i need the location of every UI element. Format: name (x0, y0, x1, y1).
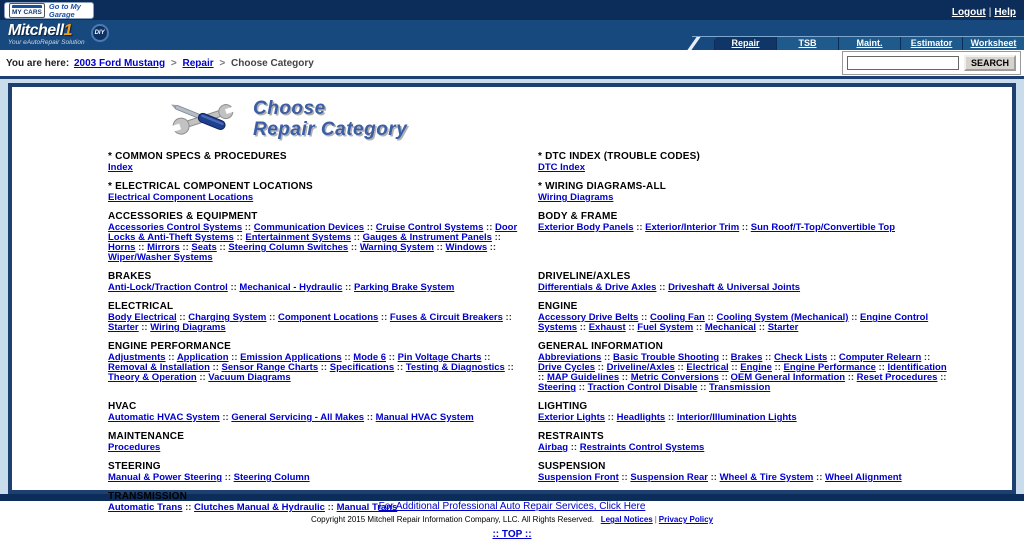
breadcrumb-separator: > (170, 57, 177, 69)
category-link[interactable]: Drive Cycles (538, 362, 596, 373)
category-link[interactable]: Testing & Diagnostics (405, 362, 505, 373)
link-separator: :: (739, 222, 751, 233)
page-title (253, 98, 407, 140)
category-links (538, 223, 948, 233)
category-cell-left (108, 301, 538, 333)
category-link[interactable]: Application (176, 352, 229, 363)
category-link[interactable]: Accessory Drive Belts (538, 312, 639, 323)
category-links (538, 283, 948, 293)
session-links (952, 0, 1024, 20)
category-cell-right (538, 431, 968, 453)
category-cell-right (538, 461, 968, 483)
category-link[interactable]: Driveline/Axles (606, 362, 675, 373)
link-separator: :: (693, 322, 705, 333)
category-heading: TRANSMISSION (108, 491, 188, 502)
link-separator: :: (875, 362, 888, 373)
category-link[interactable]: Manual & Power Steering (108, 472, 223, 483)
link-separator: :: (619, 372, 631, 383)
category-link[interactable]: Anti-Lock/Traction Control (108, 282, 228, 293)
link-separator: :: (179, 242, 192, 253)
category-links (108, 163, 518, 173)
tab-estimator[interactable]: Estimator (900, 37, 962, 50)
category-link[interactable]: Electrical (686, 362, 729, 373)
category-heading: * COMMON SPECS & PROCEDURES (108, 151, 287, 162)
link-separator: :: (638, 312, 650, 323)
category-link[interactable]: Exhaust (588, 322, 626, 333)
category-link[interactable]: Cruise Control Systems (375, 222, 484, 233)
breadcrumb-repair-link[interactable]: Repair (182, 57, 214, 69)
link-separator: :: (568, 442, 580, 453)
link-separator: :: (487, 242, 497, 253)
category-cell-left (108, 461, 538, 483)
category-link[interactable]: OEM General Information (730, 372, 846, 383)
link-separator: :: (481, 352, 491, 363)
search-box (842, 51, 1021, 75)
search-input[interactable] (847, 56, 959, 70)
category-links (538, 163, 948, 173)
category-link[interactable]: Mode 6 (353, 352, 387, 363)
link-separator: :: (364, 222, 376, 233)
category-heading: ENGINE (538, 301, 578, 312)
legal-notices-link[interactable]: Legal Notices (600, 515, 653, 524)
category-heading: * WIRING DIAGRAMS-ALL (538, 181, 667, 192)
category-link[interactable]: Emission Applications (240, 352, 342, 363)
category-links (108, 473, 518, 483)
category-link[interactable]: Abbreviations (538, 352, 602, 363)
category-heading: ENGINE PERFORMANCE (108, 341, 232, 352)
link-separator: :: (618, 472, 631, 483)
category-row (108, 301, 988, 333)
category-link[interactable]: Index (108, 162, 133, 173)
category-link[interactable]: Warning System (359, 242, 434, 253)
category-link[interactable]: Reset Procedures (856, 372, 938, 383)
category-links (538, 193, 948, 203)
link-separator: :: (504, 362, 514, 373)
category-link[interactable]: Starter (108, 322, 139, 333)
category-link[interactable]: Transmission (709, 382, 771, 393)
search-button[interactable]: SEARCH (964, 55, 1016, 71)
category-link[interactable]: Fuses & Circuit Breakers (389, 312, 503, 323)
category-link[interactable]: Headlights (616, 412, 666, 423)
category-row (108, 341, 988, 393)
category-link[interactable]: Identification (887, 362, 947, 373)
category-link[interactable]: Mechanical - Hydraulic (239, 282, 343, 293)
link-separator: :: (771, 362, 784, 373)
tab-repair[interactable]: Repair (714, 37, 776, 50)
category-table (108, 151, 988, 513)
category-link[interactable]: Driveshaft & Universal Joints (668, 282, 801, 293)
link-separator: :: (233, 232, 246, 243)
category-links (108, 223, 518, 263)
link-separator: :: (656, 282, 669, 293)
category-link[interactable]: Manual Trans (336, 502, 398, 513)
link-separator: :: (222, 472, 234, 483)
category-link[interactable]: Horns (108, 242, 136, 253)
footer-divider: | (654, 515, 657, 524)
link-separator: :: (491, 232, 501, 243)
category-link[interactable]: Parking Brake System (353, 282, 455, 293)
link-separator: :: (601, 352, 613, 363)
category-cell-right (538, 271, 968, 293)
breadcrumb-strip (0, 50, 1024, 76)
link-separator: :: (228, 352, 241, 363)
link-separator: :: (625, 322, 638, 333)
professional-services-link[interactable]: For Additional Professional Auto Repair Services, Click Here (378, 501, 646, 512)
category-link[interactable]: Sun Roof/T-Top/Convertible Top (750, 222, 896, 233)
link-separator: :: (813, 472, 825, 483)
link-separator: :: (704, 312, 717, 323)
link-separator: :: (341, 352, 354, 363)
category-heading: RESTRAINTS (538, 431, 604, 442)
category-heading: ELECTRICAL (108, 301, 174, 312)
link-separator: :: (728, 362, 741, 373)
page-background (0, 79, 1024, 540)
copyright-line (0, 515, 1024, 524)
page-title-block (167, 93, 1012, 145)
category-link[interactable]: Airbag (538, 442, 569, 453)
category-link[interactable]: Suspension Rear (630, 472, 708, 483)
category-link[interactable]: Entertainment Systems (245, 232, 352, 243)
category-link[interactable]: Engine Control Systems (538, 312, 929, 333)
link-separator: :: (378, 312, 390, 323)
link-separator: :: (227, 282, 240, 293)
category-links (538, 473, 948, 483)
link-separator: :: (351, 232, 363, 243)
category-cell-left (108, 151, 538, 173)
category-row (108, 431, 988, 453)
category-links (108, 313, 518, 333)
link-separator: :: (216, 242, 229, 253)
crossed-tools-icon (167, 95, 239, 143)
category-heading: GENERAL INFORMATION (538, 341, 664, 352)
link-separator: :: (364, 412, 376, 423)
logout-link[interactable]: Logout (951, 7, 986, 18)
link-separator: :: (165, 352, 177, 363)
category-link[interactable]: Engine Performance (783, 362, 876, 373)
category-link[interactable]: Specifications (329, 362, 395, 373)
link-separator: :: (762, 352, 774, 363)
category-row (108, 151, 988, 173)
category-link[interactable]: Fuel System (637, 322, 694, 333)
category-link[interactable]: Exterior Body Panels (538, 222, 634, 233)
category-link[interactable]: Restraints Control Systems (579, 442, 705, 453)
category-row (108, 181, 988, 203)
category-cell-left (108, 211, 538, 263)
tab-maint[interactable]: Maint. (838, 37, 900, 50)
category-links (538, 443, 948, 453)
link-separator: :: (538, 372, 547, 383)
link-separator: :: (707, 472, 720, 483)
category-link[interactable]: Starter (767, 322, 799, 333)
category-link[interactable]: Clutches Manual & Hydraulic (194, 502, 325, 513)
mitchell1-logo[interactable] (8, 23, 109, 46)
link-separator: :: (209, 362, 222, 373)
link-divider: | (988, 7, 992, 18)
category-link[interactable]: Wiring Diagrams (538, 192, 614, 203)
category-link[interactable]: Mechanical (704, 322, 757, 333)
category-link[interactable]: Brakes (730, 352, 763, 363)
link-separator: :: (937, 372, 947, 383)
category-heading: BODY & FRAME (538, 211, 618, 222)
brand-one: 1 (63, 22, 72, 39)
category-link[interactable]: Automatic Trans (108, 502, 183, 513)
breadcrumb-current: Choose Category (231, 57, 314, 69)
category-heading: * DTC INDEX (TROUBLE CODES) (538, 151, 701, 162)
category-heading: BRAKES (108, 271, 152, 282)
category-link[interactable]: Mirrors (147, 242, 180, 253)
nav-tabs (692, 36, 1024, 50)
link-separator: :: (219, 412, 232, 423)
brand-tagline: Your eAutoRepair Solution (8, 39, 85, 46)
link-separator: :: (697, 382, 710, 393)
privacy-policy-link[interactable]: Privacy Policy (658, 515, 714, 524)
category-heading: SUSPENSION (538, 461, 606, 472)
link-separator: :: (633, 222, 646, 233)
category-link[interactable]: Accessories Control Systems (108, 222, 243, 233)
category-link[interactable]: Theory & Operation (108, 372, 197, 383)
link-separator: :: (433, 242, 446, 253)
link-separator: :: (242, 222, 254, 233)
go-to-garage-label: Go to My Garage (48, 1, 81, 19)
category-heading: STEERING (108, 461, 161, 472)
category-heading: HVAC (108, 401, 137, 412)
category-links (538, 413, 948, 423)
category-link[interactable]: Exterior/Interior Trim (645, 222, 740, 233)
category-heading: DRIVELINE/AXLES (538, 271, 631, 282)
link-separator: :: (921, 352, 931, 363)
category-link[interactable]: Traction Control Disable (587, 382, 698, 393)
link-separator: :: (135, 242, 148, 253)
link-separator: :: (502, 312, 512, 323)
link-separator: :: (196, 372, 209, 383)
link-separator: :: (577, 322, 589, 333)
category-row (108, 211, 988, 263)
link-separator: :: (324, 502, 337, 513)
back-to-top-link[interactable]: :: TOP :: (492, 529, 532, 540)
link-separator: :: (386, 352, 398, 363)
category-link[interactable]: Interior/Illumination Lights (676, 412, 797, 423)
category-cell-left (108, 401, 538, 423)
category-heading: * ELECTRICAL COMPONENT LOCATIONS (108, 181, 313, 192)
plate-banner (12, 5, 42, 8)
category-cell-left (108, 271, 538, 293)
category-link[interactable]: Basic Trouble Shooting (612, 352, 720, 363)
link-separator: :: (342, 282, 354, 293)
category-heading: ACCESSORIES & EQUIPMENT (108, 211, 258, 222)
link-separator: :: (827, 352, 839, 363)
category-link[interactable]: Body Electrical (108, 312, 177, 323)
category-cell-left (108, 431, 538, 453)
link-separator: :: (176, 312, 189, 323)
breadcrumb-vehicle-link[interactable]: 2003 Ford Mustang (73, 57, 166, 69)
category-links (538, 313, 948, 333)
page-title-line1: Choose (253, 98, 326, 119)
category-link[interactable]: Removal & Installation (108, 362, 210, 373)
category-heading: MAINTENANCE (108, 431, 185, 442)
category-link[interactable]: Windows (445, 242, 488, 253)
category-row (108, 401, 988, 423)
category-row (108, 271, 988, 293)
category-link[interactable]: Adjustments (108, 352, 166, 363)
category-link[interactable]: Exterior Lights (538, 412, 606, 423)
category-link[interactable]: General Servicing - All Makes (231, 412, 365, 423)
category-links (108, 283, 518, 293)
category-cell-right (538, 301, 968, 333)
category-cell-left (108, 181, 538, 203)
category-cell-right (538, 211, 968, 263)
link-separator: :: (595, 362, 607, 373)
link-separator: :: (845, 372, 857, 383)
category-cell-left (108, 341, 538, 393)
link-separator: :: (318, 362, 330, 373)
category-link[interactable]: Check Lists (773, 352, 828, 363)
category-link[interactable]: Wiring Diagrams (150, 322, 226, 333)
category-cell-right (538, 151, 968, 173)
category-link[interactable]: Manual HVAC System (375, 412, 474, 423)
category-link[interactable]: Wiper/Washer Systems (108, 252, 213, 263)
top-bar (0, 0, 1024, 20)
category-link[interactable]: Pin Voltage Charts (397, 352, 482, 363)
brand-bar (0, 20, 1024, 50)
category-link[interactable]: Communication Devices (253, 222, 365, 233)
my-cars-label: MY CARS (12, 9, 42, 16)
category-link[interactable]: Door Locks & Anti-Theft Systems (108, 222, 518, 243)
breadcrumb-prefix: You are here: (6, 57, 70, 69)
tab-worksheet[interactable]: Worksheet (962, 37, 1024, 50)
category-link[interactable]: Automatic HVAC System (108, 412, 220, 423)
help-link[interactable]: Help (994, 7, 1016, 18)
category-link[interactable]: Cooling System (Mechanical) (716, 312, 849, 323)
category-link[interactable]: Differentials & Drive Axles (538, 282, 657, 293)
category-link[interactable]: Seats (191, 242, 217, 253)
link-separator: :: (138, 322, 151, 333)
category-link[interactable]: Wheel Alignment (825, 472, 902, 483)
tab-tsb[interactable]: TSB (776, 37, 838, 50)
page-title-line2: Repair Category (253, 119, 408, 140)
category-link[interactable]: Component Locations (278, 312, 379, 323)
breadcrumb (0, 58, 314, 69)
category-links (108, 193, 518, 203)
diy-badge-icon: DIY (91, 24, 109, 42)
category-link[interactable]: Vacuum Diagrams (208, 372, 291, 383)
category-link[interactable]: Steering (538, 382, 577, 393)
category-cell-right (538, 401, 968, 423)
link-separator: :: (576, 382, 588, 393)
link-separator: :: (674, 362, 687, 373)
category-row (108, 461, 988, 483)
category-link[interactable]: Sensor Range Charts (221, 362, 319, 373)
link-separator: :: (182, 502, 195, 513)
link-separator: :: (756, 322, 768, 333)
link-separator: :: (483, 222, 495, 233)
category-link[interactable]: Suspension Front (538, 472, 619, 483)
link-separator: :: (348, 242, 360, 253)
my-cars-plate-icon (9, 3, 45, 18)
category-links (538, 353, 948, 393)
category-links (108, 353, 518, 383)
category-link[interactable]: MAP Guidelines (546, 372, 620, 383)
category-link[interactable]: Procedures (108, 442, 161, 453)
link-separator: :: (394, 362, 406, 373)
category-link[interactable]: Steering Column Switches (228, 242, 349, 253)
category-link[interactable]: Computer Relearn (838, 352, 922, 363)
link-separator: :: (718, 372, 731, 383)
link-separator: :: (848, 312, 861, 323)
category-link[interactable]: Charging System (188, 312, 267, 323)
category-link[interactable]: Electrical Component Locations (108, 192, 254, 203)
category-link[interactable]: Steering Column (233, 472, 310, 483)
link-separator: :: (605, 412, 617, 423)
my-garage-button[interactable] (4, 2, 94, 19)
breadcrumb-separator: > (219, 57, 226, 69)
category-links (108, 413, 518, 423)
category-link[interactable]: Engine (740, 362, 772, 373)
category-link[interactable]: DTC Index (538, 162, 585, 173)
link-separator: :: (266, 312, 278, 323)
category-links (108, 443, 518, 453)
category-cell-right (538, 341, 968, 393)
category-cell-right (538, 181, 968, 203)
category-link[interactable]: Cooling Fan (649, 312, 705, 323)
category-heading: LIGHTING (538, 401, 588, 412)
category-link[interactable]: Wheel & Tire System (719, 472, 814, 483)
link-separator: :: (719, 352, 731, 363)
brand-name: Mitchell (8, 22, 64, 39)
link-separator: :: (665, 412, 677, 423)
category-link[interactable]: Gauges & Instrument Panels (362, 232, 492, 243)
copyright-text: Copyright 2015 Mitchell Repair Information Company, LLC. All Rights Reserved. (310, 515, 595, 524)
category-link[interactable]: Metric Conversions (630, 372, 719, 383)
